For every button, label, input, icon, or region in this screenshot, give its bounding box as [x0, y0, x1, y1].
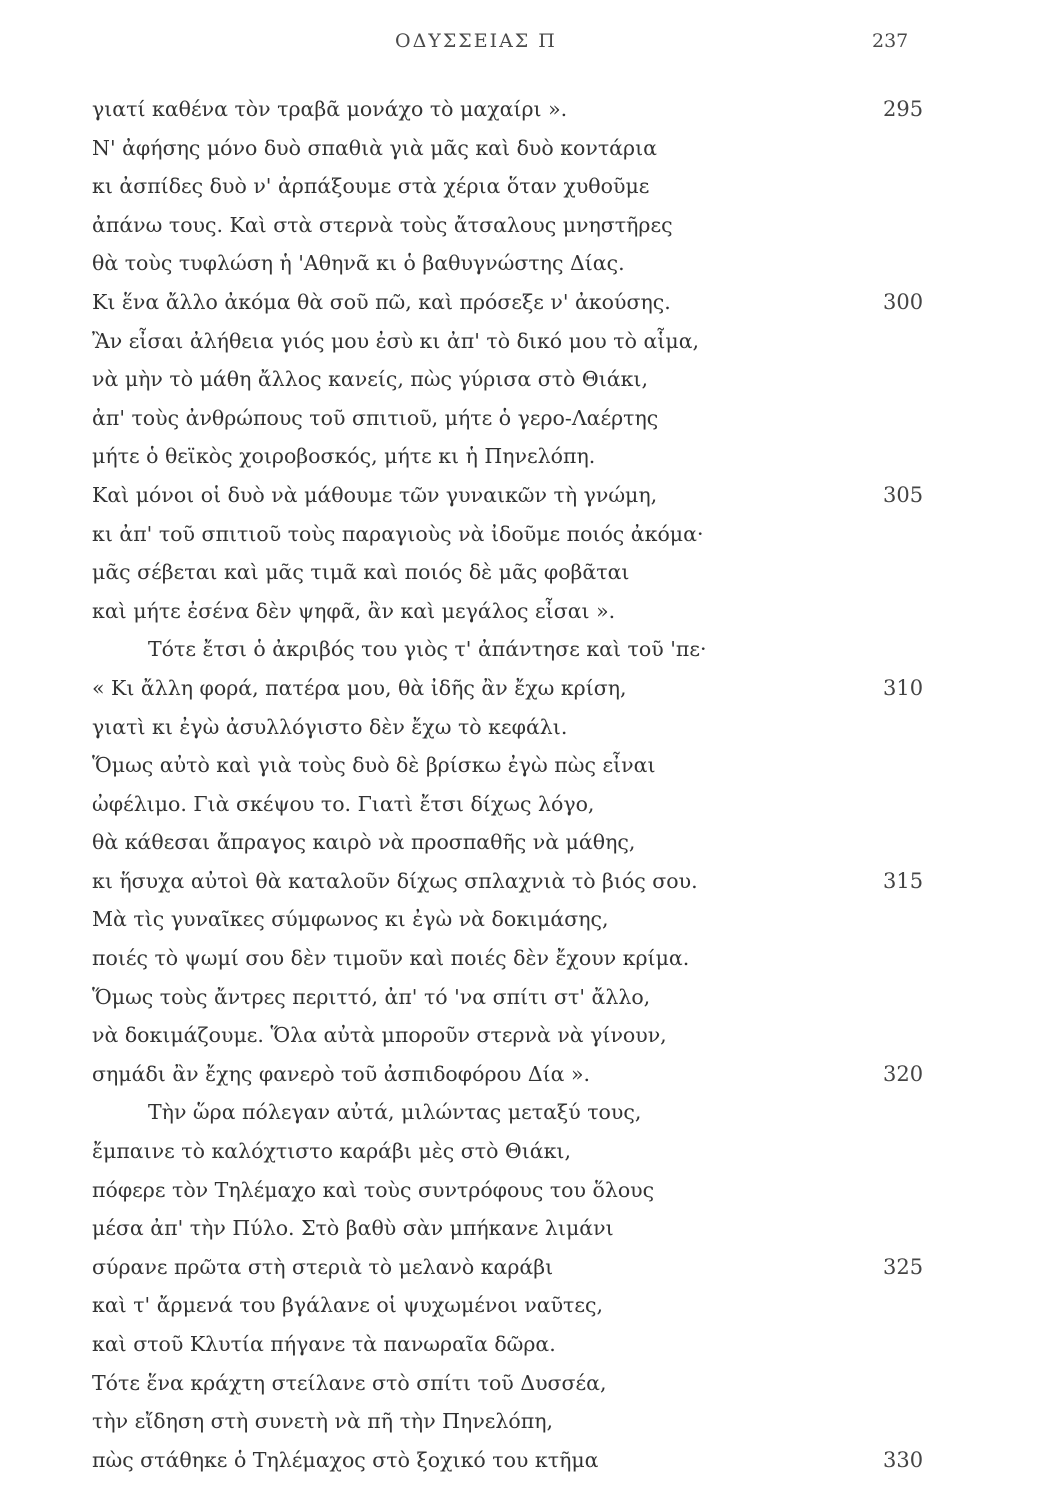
verse-line [0, 1132, 1057, 1171]
verse-text: ἔμπαινε τὸ καλόχτιστο καράβι μὲς στὸ Θιάκι, [92, 1139, 571, 1164]
verse-line [0, 1402, 1057, 1441]
verse-text: Μὰ τὶς γυναῖκες σύμφωνος κι ἐγὼ νὰ δοκιμάσης, [92, 907, 609, 932]
line-number: 305 [883, 482, 924, 507]
verse-text: Ὅμως αὐτὸ καὶ γιὰ τοὺς δυὸ δὲ βρίσκω ἐγὼ πὼς εἶναι [92, 753, 656, 778]
verse-line [0, 360, 1057, 399]
line-number: 300 [883, 289, 924, 314]
verse-line [0, 1093, 1057, 1132]
verse-text: Τὴν ὥρα πόλεγαν αὐτά, μιλώντας μεταξύ τους, [148, 1100, 642, 1125]
verse-line [0, 746, 1057, 785]
verse-text: νὰ δοκιμάζουμε. Ὅλα αὐτὰ μποροῦν στερνὰ νὰ γίνουν, [92, 1023, 667, 1048]
verse-text: νὰ μὴν τὸ μάθη ἄλλος κανείς, πὼς γύρισα στὸ Θιάκι, [92, 367, 648, 392]
verse-line [0, 1055, 1057, 1094]
verse-text: Καὶ μόνοι οἱ δυὸ νὰ μάθουμε τῶν γυναικῶν τὴ γνώμη, [92, 482, 658, 507]
verse-line [0, 939, 1057, 978]
verse-line [0, 244, 1057, 283]
verse-text: Τότε ἔτσι ὁ ἀκριβός του γιὸς τ' ἀπάντησε καὶ τοῦ 'πε· [148, 637, 707, 662]
line-number: 325 [883, 1254, 924, 1279]
verse-text: καὶ τ' ἄρμενά του βγάλανε οἱ ψυχωμένοι ναῦτες, [92, 1293, 604, 1318]
verse-text: γιατὶ κι ἐγὼ ἀσυλλόγιστο δὲν ἔχω τὸ κεφάλι. [92, 714, 568, 739]
verse-text: ἀπάνω τους. Καὶ στὰ στερνὰ τοὺς ἄτσαλους μνηστῆρες [92, 212, 673, 237]
verse-line [0, 1248, 1057, 1287]
verse-text: μήτε ὁ θεϊκὸς χοιροβοσκός, μήτε κι ἡ Πηνελόπη. [92, 444, 596, 469]
verse-text: κι ἥσυχα αὐτοὶ θὰ καταλοῦν δίχως σπλαχνιὰ τὸ βιός σου. [92, 868, 698, 893]
verse-line [0, 1325, 1057, 1364]
verse-text: θὰ τοὺς τυφλώση ἡ 'Αθηνᾶ κι ὁ βαθυγνώστης Δίας. [92, 251, 625, 276]
page-number: 237 [872, 30, 909, 52]
line-number: 310 [883, 675, 924, 700]
verse-line [0, 1171, 1057, 1210]
verse-text: ἀπ' τοὺς ἀνθρώπους τοῦ σπιτιοῦ, μήτε ὁ γερο-Λαέρτης [92, 405, 659, 430]
verse-text: Ἂν εἶσαι ἀλήθεια γιός μου ἐσὺ κι ἀπ' τὸ δικό μου τὸ αἷμα, [92, 328, 700, 353]
verse-line [0, 592, 1057, 631]
verse-line [0, 399, 1057, 438]
verse-line [0, 900, 1057, 939]
verse-line [0, 553, 1057, 592]
verse-text: Ν' ἀφήσης μόνο δυὸ σπαθιὰ γιὰ μᾶς καὶ δυὸ κοντάρια [92, 135, 657, 160]
verse-text: « Κι ἄλλη φορά, πατέρα μου, θὰ ἰδῆς ἂν ἔχω κρίση, [92, 675, 627, 700]
line-number: 330 [883, 1447, 924, 1472]
verse-line [0, 785, 1057, 824]
verse-text: σύρανε πρῶτα στὴ στεριὰ τὸ μελανὸ καράβι [92, 1254, 554, 1279]
verse-text: ὠφέλιμο. Γιὰ σκέψου το. Γιατὶ ἔτσι δίχως λόγο, [92, 791, 595, 816]
verse-line [0, 322, 1057, 361]
running-head [0, 30, 1057, 60]
verse-block [0, 90, 1057, 1479]
verse-text: Τότε ἕνα κράχτη στείλανε στὸ σπίτι τοῦ Δυσσέα, [92, 1370, 607, 1395]
verse-text: καὶ μήτε ἐσένα δὲν ψηφᾶ, ἂν καὶ μεγάλος εἶσαι ». [92, 598, 616, 623]
verse-line [0, 1364, 1057, 1403]
verse-text: τὴν εἴδηση στὴ συνετὴ νὰ πῆ τὴν Πηνελόπη, [92, 1409, 554, 1434]
verse-line [0, 1016, 1057, 1055]
verse-line [0, 476, 1057, 515]
verse-line [0, 167, 1057, 206]
verse-text: πόφερε τὸν Τηλέμαχο καὶ τοὺς συντρόφους του ὅλους [92, 1177, 655, 1202]
verse-text: Κι ἕνα ἄλλο ἀκόμα θὰ σοῦ πῶ, καὶ πρόσεξε ν' ἀκούσης. [92, 289, 671, 314]
verse-text: ποιές τὸ ψωμί σου δὲν τιμοῦν καὶ ποιές δὲν ἔχουν κρίμα. [92, 946, 690, 971]
verse-text: κι ἀπ' τοῦ σπιτιοῦ τοὺς παραγιοὺς νὰ ἰδοῦμε ποιός ἀκόμα· [92, 521, 704, 546]
verse-text: πὼς στάθηκε ὁ Τηλέμαχος στὸ ξοχικό του κτῆμα [92, 1447, 599, 1472]
verse-text: σημάδι ἂν ἔχης φανερὸ τοῦ ἀσπιδοφόρου Δία ». [92, 1061, 591, 1086]
verse-line [0, 515, 1057, 554]
verse-line [0, 283, 1057, 322]
line-number: 320 [883, 1061, 924, 1086]
verse-text: θὰ κάθεσαι ἄπραγος καιρὸ νὰ προσπαθῆς νὰ μάθης, [92, 830, 636, 855]
verse-text: γιατί καθένα τὸν τραβᾶ μονάχο τὸ μαχαίρι ». [92, 97, 568, 121]
verse-line [0, 206, 1057, 245]
running-title: ΟΔΥΣΣΕΙΑΣ Π [395, 30, 557, 52]
line-number: 295 [883, 97, 924, 121]
verse-line [0, 1209, 1057, 1248]
verse-line [0, 708, 1057, 747]
verse-text: Ὅμως τοὺς ἄντρες περιττό, ἀπ' τό 'να σπίτι στ' ἄλλο, [92, 984, 651, 1009]
verse-line [0, 862, 1057, 901]
verse-line [0, 1286, 1057, 1325]
verse-text: μᾶς σέβεται καὶ μᾶς τιμᾶ καὶ ποιός δὲ μᾶς φοβᾶται [92, 560, 630, 585]
verse-text: καὶ στοῦ Κλυτία πήγανε τὰ πανωραῖα δῶρα. [92, 1332, 556, 1356]
verse-line [0, 823, 1057, 862]
verse-line [0, 90, 1057, 129]
verse-line [0, 978, 1057, 1017]
verse-line [0, 669, 1057, 708]
verse-line [0, 630, 1057, 669]
verse-text: μέσα ἀπ' τὴν Πύλο. Στὸ βαθὺ σὰν μπήκανε λιμάνι [92, 1216, 614, 1241]
verse-line [0, 1441, 1057, 1480]
verse-line [0, 437, 1057, 476]
verse-text: κι ἀσπίδες δυὸ ν' ἀρπάξουμε στὰ χέρια ὅταν χυθοῦμε [92, 174, 650, 199]
verse-line [0, 129, 1057, 168]
line-number: 315 [883, 868, 924, 893]
